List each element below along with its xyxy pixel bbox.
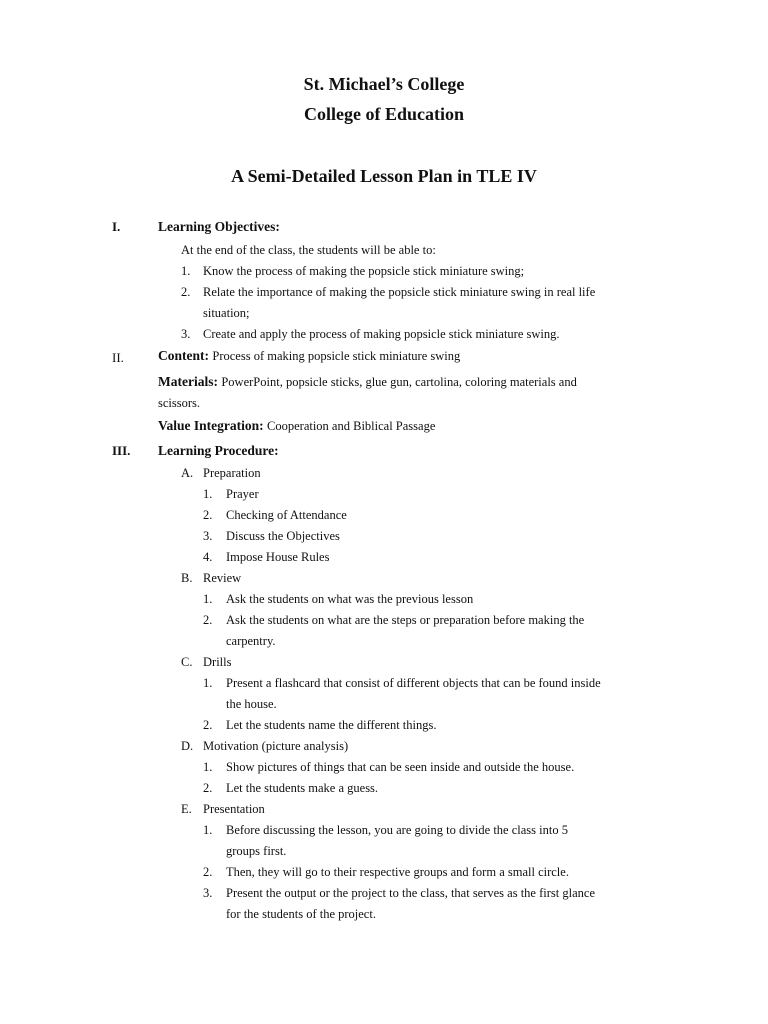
step-number: 1. [203, 676, 213, 690]
subsection-letter: C. [181, 655, 193, 669]
step-number: 2. [203, 781, 213, 795]
section-numeral-ii: II. [112, 350, 124, 365]
subsection-letter: A. [181, 466, 194, 480]
step-number: 2. [203, 508, 213, 522]
step-text-cont: for the students of the project. [226, 907, 376, 921]
step-text: Show pictures of things that can be seen inside and outside the house. [226, 760, 575, 774]
step-number: 4. [203, 550, 213, 564]
section-numeral-i: I. [112, 219, 121, 234]
step-text: Prayer [226, 487, 259, 501]
content-text: Process of making popsicle stick miniature swing [212, 349, 461, 363]
step-number: 1. [203, 592, 213, 606]
subsection-title: Drills [203, 655, 232, 669]
step-text: Present the output or the project to the class, that serves as the first glance [226, 886, 595, 900]
objectives-heading: Learning Objectives: [158, 219, 280, 234]
materials-text-cont: scissors. [158, 396, 201, 410]
objective-number: 2. [181, 285, 191, 299]
materials-text: PowerPoint, popsicle sticks, glue gun, cartolina, coloring materials and [221, 375, 577, 389]
subsection-letter: B. [181, 571, 193, 585]
step-text: Let the students make a guess. [226, 781, 379, 795]
objective-text: Know the process of making the popsicle stick miniature swing; [203, 264, 525, 278]
step-text: Impose House Rules [226, 550, 330, 564]
objectives-intro: At the end of the class, the students will be able to: [181, 243, 436, 257]
value-integration-text: Cooperation and Biblical Passage [267, 419, 436, 433]
subsection-title: Review [203, 571, 242, 585]
step-number: 1. [203, 487, 213, 501]
objective-text: Create and apply the process of making popsicle stick miniature swing. [203, 327, 560, 341]
step-text: Discuss the Objectives [226, 529, 340, 543]
step-number: 2. [203, 865, 213, 879]
step-text: Ask the students on what was the previous lesson [226, 592, 474, 606]
subsection-title: Preparation [203, 466, 261, 480]
step-number: 2. [203, 613, 213, 627]
step-number: 3. [203, 886, 213, 900]
step-text: Let the students name the different things. [226, 718, 437, 732]
subsection-title: Presentation [203, 802, 265, 816]
objective-text-cont: situation; [203, 306, 250, 320]
document-title: A Semi-Detailed Lesson Plan in TLE IV [231, 166, 537, 186]
step-text: Ask the students on what are the steps or preparation before making the [226, 613, 585, 627]
step-text-cont: groups first. [226, 844, 287, 858]
step-text: Present a flashcard that consist of different objects that can be found inside [226, 676, 601, 690]
content-heading [158, 348, 460, 364]
materials-line [158, 374, 577, 390]
step-number: 2. [203, 718, 213, 732]
content-label: Content: [158, 348, 209, 363]
section-numeral-iii: III. [112, 443, 131, 458]
college-name: College of Education [304, 104, 464, 124]
materials-label: Materials: [158, 374, 218, 389]
step-text: Checking of Attendance [226, 508, 347, 522]
step-number: 1. [203, 760, 213, 774]
school-name: St. Michael’s College [303, 74, 465, 94]
subsection-letter: D. [181, 739, 194, 753]
value-integration-label: Value Integration: [158, 418, 264, 433]
step-text: Then, they will go to their respective groups and form a small circle. [226, 865, 569, 879]
value-integration-line [158, 418, 435, 434]
objective-number: 1. [181, 264, 191, 278]
objective-text: Relate the importance of making the popsicle stick miniature swing in real life [203, 285, 596, 299]
step-text-cont: the house. [226, 697, 277, 711]
procedure-heading: Learning Procedure: [158, 443, 279, 458]
step-number: 1. [203, 823, 213, 837]
objective-number: 3. [181, 327, 191, 341]
subsection-title: Motivation (picture analysis) [203, 739, 349, 753]
subsection-letter: E. [181, 802, 192, 816]
step-text-cont: carpentry. [226, 634, 276, 648]
step-text: Before discussing the lesson, you are going to divide the class into 5 [226, 823, 568, 837]
step-number: 3. [203, 529, 213, 543]
